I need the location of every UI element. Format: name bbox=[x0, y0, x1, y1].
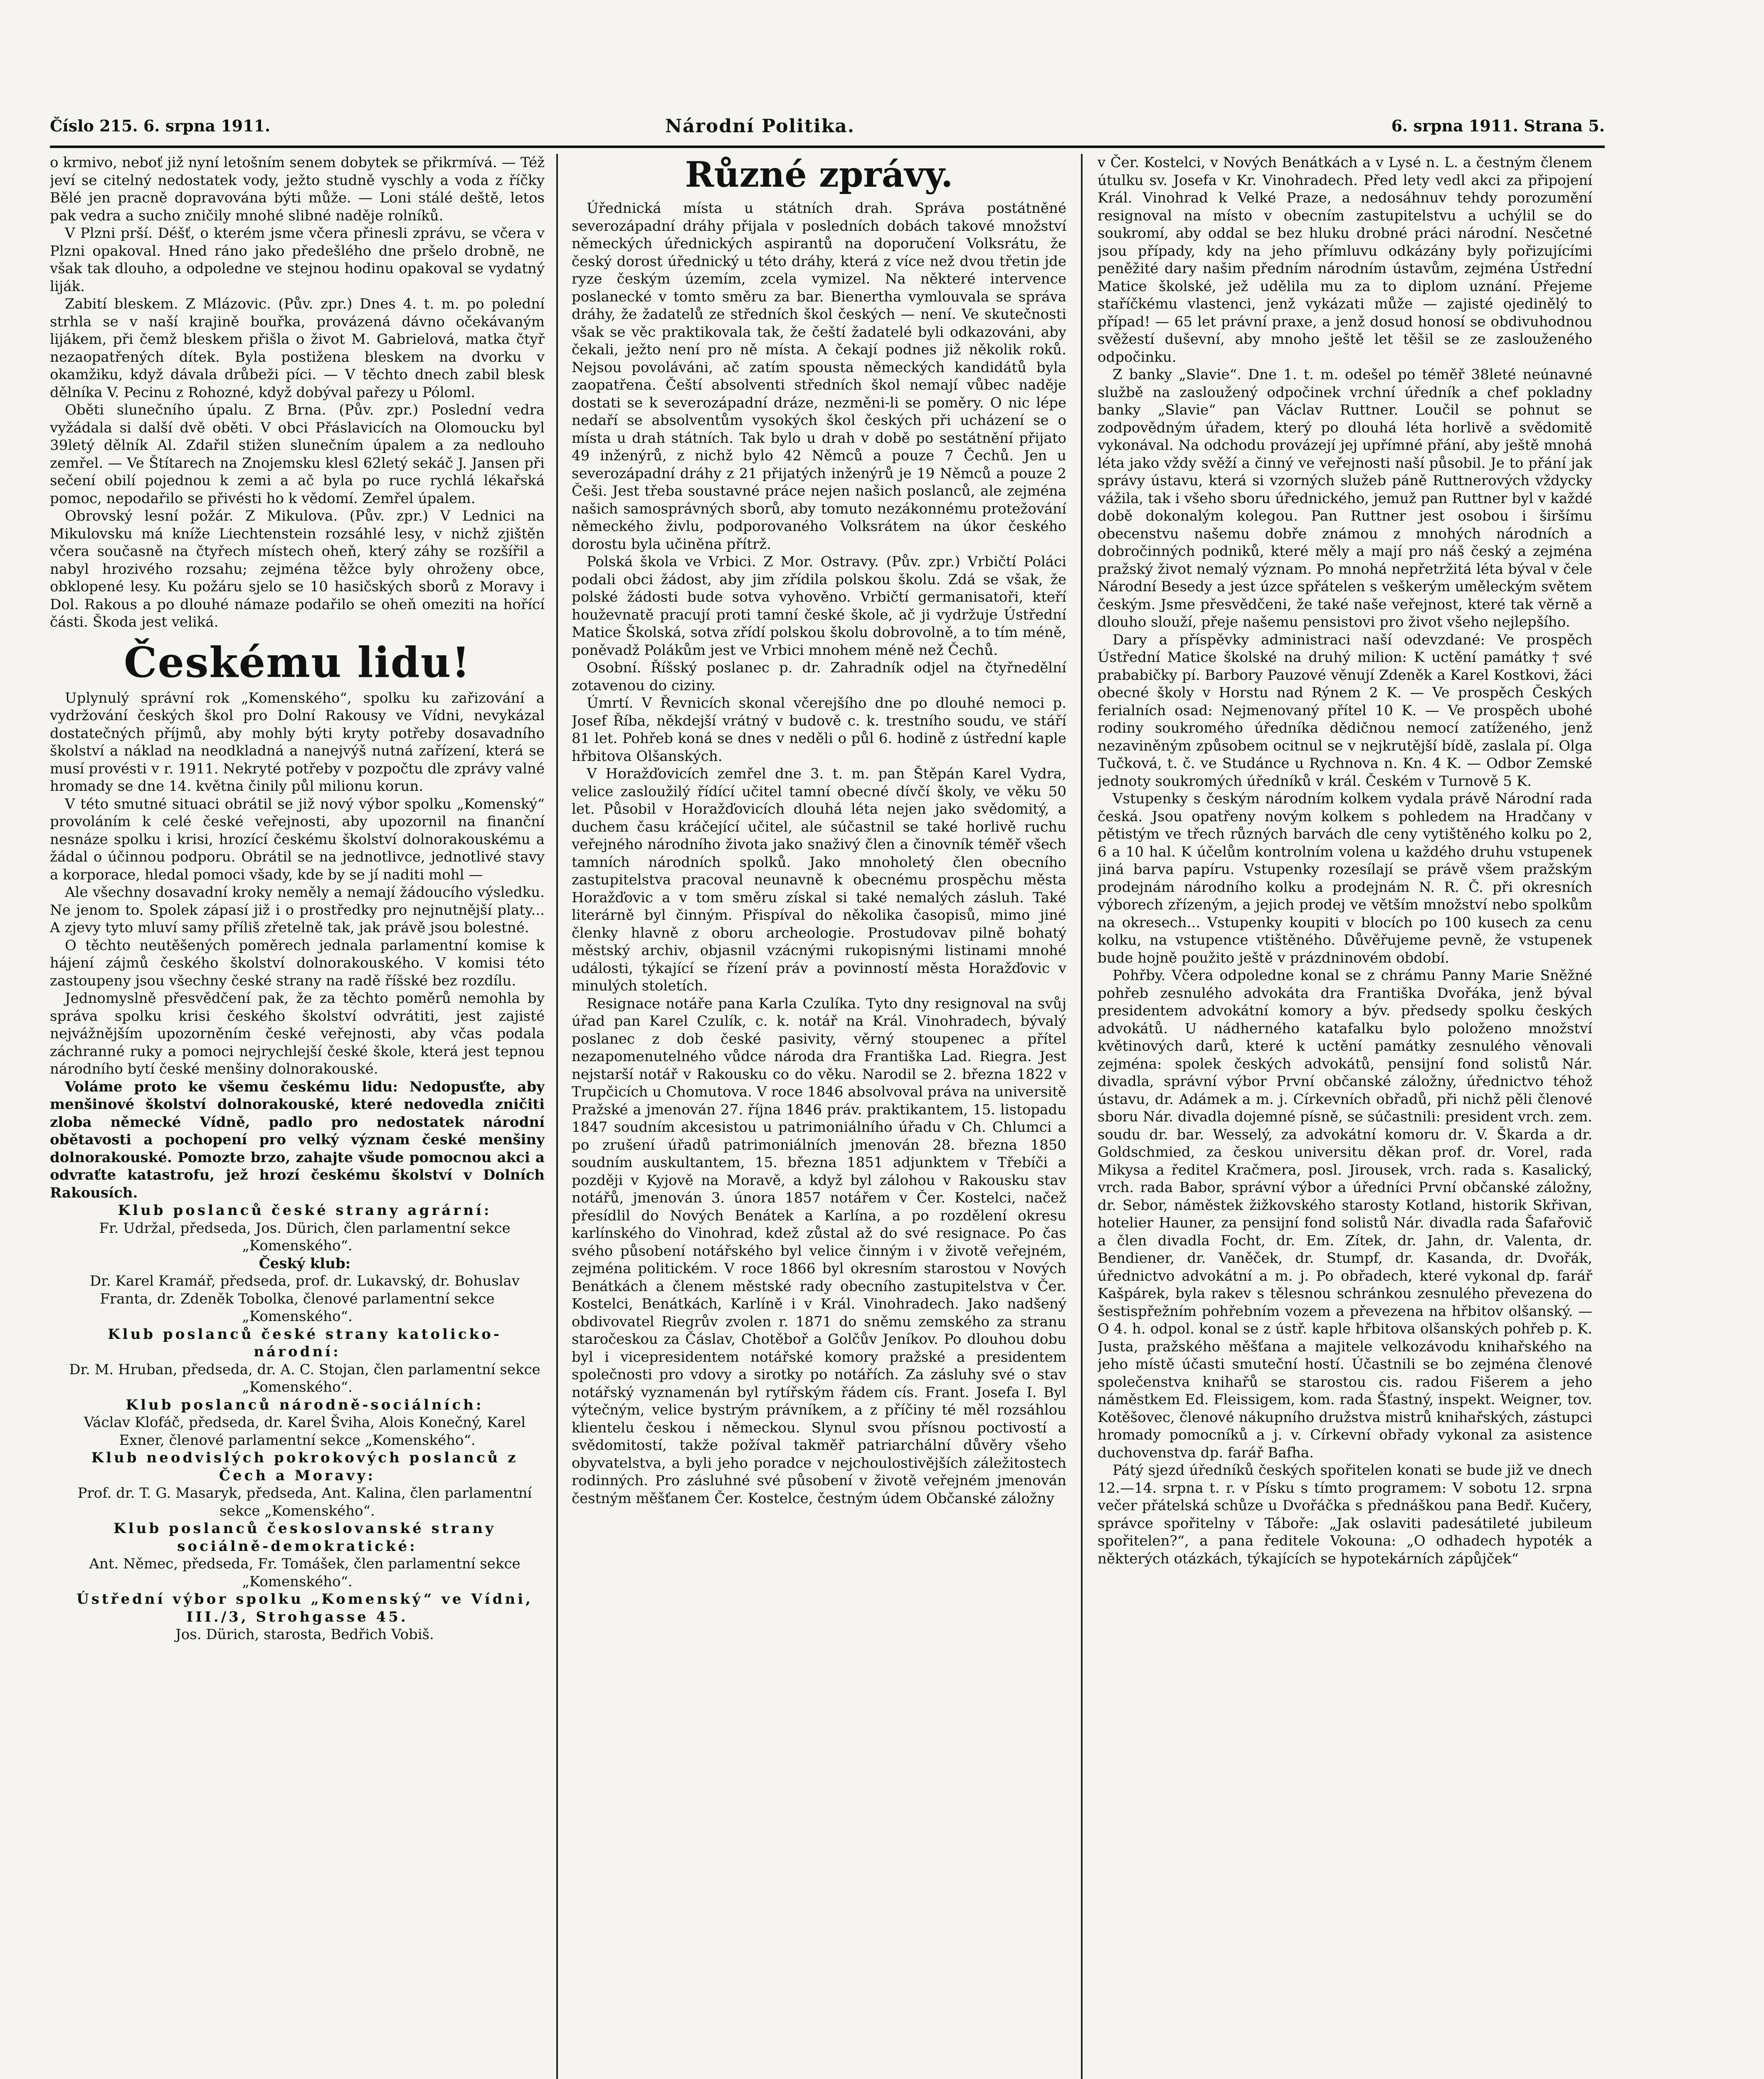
article-paragraph: Jednomyslně přesvědčení pak, že za těchto poměrů nemohla by správa spolku krisi českého školství odvrátiti, jest zajisté nejvážnějším upozorněním české veřejnosti, aby včas podala záchranné ruky a pomoci nejrychlejší české škole, která jest tepnou národního bytí české menšiny dolnorakouské. bbox=[50, 990, 545, 1077]
article-paragraph: V této smutné situaci obrátil se již nový výbor spolku „Komenský“ provoláním k celé české veřejnosti, aby upozornil na finanční nesnáze spolku i krisi, hrozící českému školství dolnorakouskému a žádal o účinnou podporu. Obrátil se na jednotlivce, jednotlivé stavy a korporace, hledal pomoci všady, kde by se jí naditi mohl — bbox=[50, 795, 545, 883]
column-divider bbox=[556, 154, 558, 2079]
signatory-club: Klub poslanců české strany agrární: bbox=[118, 1202, 492, 1219]
article-paragraph: Vstupenky s českým národním kolkem vydala právě Národní rada česká. Jsou opatřeny novým kolkem s pohledem na Hradčany v pětistým ve třech různých barvách dle ceny vytištěného kolku po 2, 6 a 10 hal. K účelům kontrolním volena u každého druhu vstupenek jiná barva papíru. Vstupenky rozesílají se právě všem pražským prodejnám národního kolku a prodejnám N. R. Č. při okresních výborech zřízeným, a jejich prodej ve větším množství nebo spolkům na okresech... Vstupenky koupiti v blocích po 100 kusech za cenu kolku, na vstupence vtištěného. Důvěřujeme pevně, že vstupenek bude hojně použito ještě v prázdninovém období. bbox=[1098, 790, 1592, 966]
article-paragraph: Zabití bleskem. Z Mlázovic. (Pův. zpr.) Dnes 4. t. m. po polední strhla se v naší krajině bouřka, provázená dávno očekávaným lijákem, při čemž bleskem přišla o život M. Gabrielová, matka čtyř nezaopatřených dítek. Byla postižena bleskem na dvorku v okamžiku, když dávala drůbeži píci. — V těchto dnech zabil blesk dělníka V. Pecinu z Rohozné, když dobýval pařezy u Póloml. bbox=[50, 296, 545, 401]
article-paragraph: V Horažďovicích zemřel dne 3. t. m. pan Štěpán Karel Vydra, velice zasloužilý řídící učitel tamní obecné dívčí školy, ve věku 50 let. Působil v Horažďovicích dlouhá léta nejen jako svědomitý, a duchem času kráčející učitel, ale súčastnil se také horlivě ruchu veřejného národního života jako snaživý člen a činovník téměř všech tamních národních spolků. Jako mnoholetý člen obecního zastupitelstva pracoval neunavně k obecnému prospěchu města Horažďovic a v tom směru získal si také nemalých zásluh. Také literárně byl činným. Přispíval do několika časopisů, mimo jiné členky hlavně z oboru archeologie. Prostudovav pilně bohatý městský archiv, objasnil vzácnými rukopisnými listinami mnohé události, týkající se řízení práv a povinností města Horažďovic v minulých stoletích. bbox=[572, 765, 1066, 994]
signatory-names: Ant. Němec, předseda, Fr. Tomášek, člen parlamentní sekce „Komenského“. bbox=[89, 1556, 521, 1590]
column-divider bbox=[1081, 154, 1083, 2079]
section-headline: Různé zprávy. bbox=[685, 154, 953, 195]
article-paragraph: Oběti slunečního úpalu. Z Brna. (Pův. zpr.) Poslední vedra vyžádala si další dvě oběti. V obci Přáslavicích na Olomoucku byl 39letý dělník Al. Zdařil stižen slunečním úpalem a za nedlouho zemřel. — Ve Štítarech na Znojemsku klesl 62letý sekáč J. Jansen při sečení obilí pojednou k zemi a ač byla po ruce rychlá lékařská pomoc, nepodařilo se přivésti ho k vědomí. Zemřel úpalem. bbox=[50, 402, 545, 507]
article-paragraph: Ale všechny dosavadní kroky neměly a nemají žádoucího výsledku. Ne jenom to. Spolek zápasí již i o prostředky pro nejnutnější platy... A zjevy tyto mluví samy příliš zřetelně tak, jak právě jsou bolestné. bbox=[50, 884, 545, 936]
article-paragraph: v Čer. Kostelci, v Nových Benátkách a v Lysé n. L. a čestným členem útulku sv. Josefa v Kr. Vinohradech. Před lety vedl akci za připojení Král. Vinohrad k Velké Praze, a nedosáhnuv tehdy porozumění resignoval na místo v obecním zastupitelstvu a uchýlil se do soukromí, aby oddal se bez hluku drobné práci národní. Nesčetné jsou případy, kdy na jeho přímluvu odkázány byly pořizujícími peněžité dary našim předním národním ústavům, zejména Ústřední Matice školské, jež udělila mu za to diplom uznání. Přejeme staříčkému vlastenci, jenž vykázati může — zajisté ojedinělý to případ! — 65 let právní praxe, a jenž dosud honosí se obdivuhodnou svěžestí duševní, aby mnoho ještě let těšil se ze zaslouženého odpočinku. bbox=[1098, 154, 1592, 365]
column-3 bbox=[1098, 154, 1592, 2079]
article-paragraph: Úmrtí. V Řevnicích skonal včerejšího dne po dlouhé nemoci p. Josef Říba, někdejší vrátný v budově c. k. trestního soudu, ve stáří 81 let. Pohřeb koná se dnes v neděli o půl 6. hodině z ústřední kaple hřbitova Olšanských. bbox=[572, 695, 1066, 765]
article-paragraph: Uplynulý správní rok „Komenského“, spolku ku zařizování a vydržování českých škol pro Dolní Rakousy ve Vídni, nevykázal dostatečných příjmů, aby mohly býti kryty potřeby dosavadního školství a náklad na neodkladná a nanejvýš nutná zařízení, která se musí provésti v r. 1911. Nekryté potřeby v pozpočtu dle zprávy valné hromady se dne 14. května činily půl milionu korun. bbox=[50, 689, 545, 795]
article-paragraph: Dary a příspěvky administraci naší odevzdané: Ve prospěch Ústřední Matice školské na druhý milion: K uctění památky † své prababičky pí. Barbory Pauzové věnují Zdeněk a Karel Kostkovi, žáci obecné školy v Horstu nad Rýnem 2 K. — Ve prospěch Českých ferialních osad: Nejmenovaný přítel 10 K. — Ve prospěch ubohé rodiny soukromého úředníka dědičnou nemocí zatíženého, jenž nezaviněným způsobem ocitnul se v nejkrutější bídě, zaslala pí. Olga Tučková, t. č. ve Studánce u Rychnova n. Kn. 4 K. — Odbor Zemské jednoty soukromých úředníků v král. Českém v Turnově 5 K. bbox=[1098, 631, 1592, 790]
appeal-headline: Českému lidu! bbox=[123, 637, 471, 687]
article-paragraph: Úřednická místa u státních drah. Správa postátněné severozápadní dráhy přijala v posledních dobách takové množství německých úřednických aspirantů na doporučení Volksrátu, že český dorost úřednický u této dráhy, která z více než dvou třetin jde ryze českým územím, zcela vymizel. Na některé intervence poslanecké v tomto směru za bar. Bienertha vymlouvala se správa dráhy, že žadatelů ze středních škol českých — není. Ve skutečnosti však se věc praktikovala tak, že čeští žadatelé byli odkazováni, aby čekali, ježto není pro ně místa. A čekají podnes již několik roků. Nejsou povoláváni, ač zatím spousta německých kandidátů byla zaopatřena. Čeští absolventi středních škol nemají vůbec naděje dostati se k severozápadní dráze, nezměni-li se poměry. O nic lépe nedaří se absolventům vysokých škol českých při ucházení se o místa u drah státních. Tak bylo u drah v době po sestátnění přijato 49 inženýrů, z nichž bylo 42 Němců a pouze 7 Čechů. Jen u severozápadní dráhy z 21 přijatých inženýrů je 19 Němců a pouze 2 Češi. Jest třeba soustavné práce nejen našich poslanců, ale zejména našich samosprávných sborů, aby tomuto nezákonnému protežování německého živlu, podporovaného Volksrátem na úkor českého dorostu byla učiněna přítrž. bbox=[572, 200, 1066, 553]
page-date-number: 6. srpna 1911. Strana 5. bbox=[1391, 116, 1605, 135]
masthead bbox=[50, 116, 1605, 146]
appeal-call: Voláme proto ke všemu českému lidu: Nedopusťte, aby menšinové školství dolnorakouské, které nedovedla zničiti zloba německé Vídně, padlo pro nedostatek národní obětavosti a pochopení pro velký význam české menšiny dolnorakouské. Pomozte brzo, zahajte všude pomocnou akci a odvraťte katastrofu, jež hrozí českému školství v Dolních Rakousích. bbox=[50, 1078, 545, 1201]
signatory-club: Klub poslanců českoslovanské strany sociálně-demokratické: bbox=[113, 1520, 496, 1555]
header-rule bbox=[50, 146, 1605, 148]
column-1 bbox=[50, 154, 545, 2079]
signatory-club: Klub poslanců české strany katolicko-národní: bbox=[108, 1326, 502, 1360]
signatory-club: Klub neodvislých pokrokových poslanců z Čech a Moravy: bbox=[91, 1449, 518, 1484]
article-paragraph: Polská škola ve Vrbici. Z Mor. Ostravy. (Pův. zpr.) Vrbičtí Poláci podali obci žádost, aby jim zřídila polskou školu. Zdá se však, že polské žádosti bude sotva vyhověno. Vrbičtí germanisatoři, kteří houževnatě pracují proti tamní české škole, ač ji vydržuje Ústřední Matice Školská, sotva zřídí polskou školu dobrovolně, a to tím méně, poněvadž Polákům jest ve Vrbici mnohem méně než Čechů. bbox=[572, 553, 1066, 659]
newspaper-page bbox=[50, 104, 1605, 2079]
signatory-club: Klub poslanců národně-sociálních: bbox=[126, 1396, 484, 1413]
column-2 bbox=[572, 154, 1066, 2079]
signatory-names: Prof. dr. T. G. Masaryk, předseda, Ant. Kalina, člen parlamentní sekce „Komenského“. bbox=[77, 1485, 532, 1519]
article-paragraph: O těchto neutěšených poměrech jednala parlamentní komise k hájení zájmů českého školství dolnorakouského. V komisi této zastoupeny jsou všechny české strany na radě říšské bez rozdílu. bbox=[50, 937, 545, 989]
article-paragraph: Osobní. Říšský poslanec p. dr. Zahradník odjel na čtyřnedělní zotavenou do ciziny. bbox=[572, 659, 1066, 694]
signatory-names: Jos. Dürich, starosta, Bedřich Vobiš. bbox=[175, 1626, 434, 1643]
article-paragraph: Z banky „Slavie“. Dne 1. t. m. odešel po téměř 38leté neúnavné službě na zasloužený odpočinek vrchní úředník a chef pokladny banky „Slavie“ pan Václav Ruttner. Loučil se pohnut se zodpovědným úřadem, který po dlouhá léta horlivě a svědomitě vykonával. Na odchodu provázejí jej upřímné přání, aby ještě mnohá léta jako vždy svěží a činný ve veřejnosti naší působil. Je to přání jak správy ústavu, která si vzorných služeb páně Ruttnerových vždycky vážila, tak i všeho sboru úřednického, jemuž pan Ruttner byl v každé době dokonalým kolegou. Pan Ruttner jest osobou i širšímu obecenstvu našemu dobře známou z mnohých národních a dobročinných podniků, které měly a mají pro náš český a zejména pražský život nemalý význam. Po mnohá nepřetržitá léta býval v čele Národní Besedy a jest úzce spřátelen s veškerým uměleckým světem českým. Jsme přesvědčeni, že také naše veřejnost, které tak věrně a dlouho slouží, přeje našemu pensistovi pro život všeho nejlepšího. bbox=[1098, 366, 1592, 630]
article-paragraph: Pátý sjezd úředníků českých spořitelen konati se bude již ve dnech 12.—14. srpna t. r. v Písku s tímto programem: V sobotu 12. srpna večer přátelská schůze u Dvořáčka s přednáškou pana Bedř. Kučery, správce spořitelny v Táboře: „Jak oslaviti padesátileté jubileum spořitelen?“, a pana ředitele Vokouna: „O odhadech hypoték a některých otázkách, týkajících se hypotekárních zápůjček“ bbox=[1098, 1462, 1592, 1567]
article-paragraph: Obrovský lesní požár. Z Mikulova. (Pův. zpr.) V Lednici na Mikulovsku má kníže Liechtenstein rozsáhlé lesy, v nichž zjištěn včera současně na čtyřech místech oheň, který záhy se rozšířil a nabyl hrozivého rozsahu; zejména těžce byly ohroženy obce, obklopené lesy. Ku požáru sjelo se 10 hasičských sborů z Moravy i Dol. Rakous a po dlouhé námaze podařilo se oheň omeziti na hořící části. Škoda jest veliká. bbox=[50, 508, 545, 630]
issue-number-date: Číslo 215. 6. srpna 1911. bbox=[50, 116, 271, 135]
article-paragraph: V Plzni prší. Déšť, o kterém jsme včera přinesli zprávu, se včera v Plzni opakoval. Hned ráno jako předešlého dne pršelo drobně, ne však tak dlouho, a odpoledne ve stejnou hodinu opakoval se vydatný liják. bbox=[50, 225, 545, 295]
signatory-club: Ústřední výbor spolku „Komenský“ ve Vídni, III./3, Strohgasse 45. bbox=[76, 1591, 533, 1625]
article-paragraph: Resignace notáře pana Karla Czulíka. Tyto dny resignoval na svůj úřad pan Karel Czulík, c. k. notář na Král. Vinohradech, bývalý poslanec z dob české pasivity, věrný stoupenec a přítel nezapomenutelného vůdce národa dra Františka Lad. Riegra. Jest nejstarší notář v Rakousku co do věku. Narodil se 2. března 1822 v Trupčicích u Chomutova. V roce 1846 absolvoval práva na universitě Pražské a jmenován 27. října 1846 práv. praktikantem, 15. listopadu 1847 soudním akcesistou u patrimoniálního úřadu v Ch. Chlumci a po zrušení úřadů patrimoniálních jmenován 28. března 1850 soudním auskultantem, 15. března 1851 adjunktem v Třebíči a později v Kyjově na Moravě, a když byl zálohou v Rakousku stav notářů, jmenován 3. února 1857 notářem v Čer. Kostelci, načež přesídlil do Nových Benátek a Karlína, a po rozdělení okresu karlínského do Vinohrad, kdež zůstal až do své resignace. Po čas svého působení notářského byl velice činným i v životě veřejném, zejména politickém. V roce 1866 byl okresním starostou v Nových Benátkách a členem městské rady obecního zastupitelstva v Čer. Kostelci, Benátkách, Karlíně i v Král. Vinohradech. Jako nadšený obdivovatel Riegrův zvolen r. 1871 do sněmu zemského za stranu staročeskou za Čáslav, Chotěboř a Golčův Jeníkov. Po dlouhou dobu byl i vicepresidentem notářské komory pražské a presidentem společnosti pro vdovy a sirotky po notářích. Za zásluhy své o stav notářský vyznamenán byl rytířským řádem cís. Frant. Josefa I. Byl výtečným, velice bystrým právníkem, a z příčiny té měl rozsáhlou klientelu českou i německou. Slynul svou přísnou poctivostí a svědomitostí, takže požíval takměř patriarchální důvěry všeho obyvatelstva, a byli jeho poradce v nejchoulostivějších záležitostech rodinných. Pro zásluhné své působení v životě veřejném jmenován čestným měšťanem Čer. Kostelce, čestným údem Občanské záložny bbox=[572, 995, 1066, 1507]
signatory-names: Dr. Karel Kramář, předseda, prof. dr. Lukavský, dr. Bohuslav Franta, dr. Zdeněk Tobolka, členové parlamentní sekce „Komenského“. bbox=[89, 1273, 520, 1325]
signatory-names: Václav Klofáč, předseda, dr. Karel Šviha, Alois Konečný, Karel Exner, členové parlamentní sekce „Komenského“. bbox=[84, 1414, 526, 1449]
article-paragraph: Pohřby. Včera odpoledne konal se z chrámu Panny Marie Sněžné pohřeb zesnulého advokáta dra Františka Dvořáka, jenž býval presidentem advokátní komory a býv. předsedy spolku českých advokátů. U nádherného katafalku bylo položeno množství květinových darů, které k uctění památky zesnulého věnovali zejména: spolek českých advokátů, pensijní fond solistů Nár. divadla, správní výbor První občanské záložny, úřednictvo téhož ústavu, dr. Adámek a m. j. Církevních obřadů, při nichž pěli členové sboru Nár. divadla dojemné písně, se súčastnili: president vrch. zem. soudu dr. bar. Wesselý, za advokátní komoru dr. V. Škarda a dr. Goldschmied, za českou universitu děkan prof. dr. Vorel, rada Mikysa a ředitel Kračmera, posl. Jirousek, vrch. rada s. Kasalický, vrch. rada Babor, správní výbor a úředníci První občanské záložny, dr. Sebor, náměstek žižkovského starosty Kotland, historik Skřivan, hotelier Hauner, za pensijní fond solistů Nár. divadla rada Šafařovič a člen divadla Focht, dr. Em. Zítek, dr. Jahn, dr. Valenta, dr. Bendiener, dr. Vaněček, dr. Stumpf, dr. Kasanda, dr. Dvořák, úřednictvo advokátní a m. j. Po obřadech, které vykonal dp. farář Kašpárek, byla rakev s tělesnou schránkou zesnulého převezena do šestispřežním pohřebním vozem a převezena na hřbitov olšanský. — O 4. h. odpol. konal se z ústř. kaple hřbitova olšanských pohřeb p. K. Justa, pražského měšťana a majitele velkozávodu knihařského na jeho místě účasti smuteční hostí. Účastnili se bo zejména členové společenstva knihařů se starostou cis. radou Fišerem a jeho náměstkem Ed. Fleissigem, kom. rada Šťastný, inspekt. Weigner, tov. Kotěšovec, členové nákupního družstva mistrů knihařských, zástupci hromady pomocníků a j. v. Církevní obřady vykonal za asistence duchovenstva dp. farář Bafha. bbox=[1098, 967, 1592, 1461]
signatory-names: Fr. Udržal, předseda, Jos. Dürich, člen parlamentní sekce „Komenského“. bbox=[99, 1220, 511, 1254]
signatory-names: Dr. M. Hruban, předseda, dr. A. C. Stojan, člen parlamentní sekce „Komenského“. bbox=[69, 1361, 540, 1395]
signatory-club: Český klub: bbox=[259, 1255, 351, 1272]
article-paragraph: o krmivo, neboť již nyní letošním senem dobytek se přikrmívá. — Též jeví se citelný nedostatek vody, ježto studně vyschly a voda z říčky Bělé jen pracně dopravována býti může. — Loni stálé deště, letos pak vedra a sucho zničily mnohé slibné naděje rolníků. bbox=[50, 154, 545, 224]
newspaper-title: Národní Politika. bbox=[665, 116, 855, 137]
